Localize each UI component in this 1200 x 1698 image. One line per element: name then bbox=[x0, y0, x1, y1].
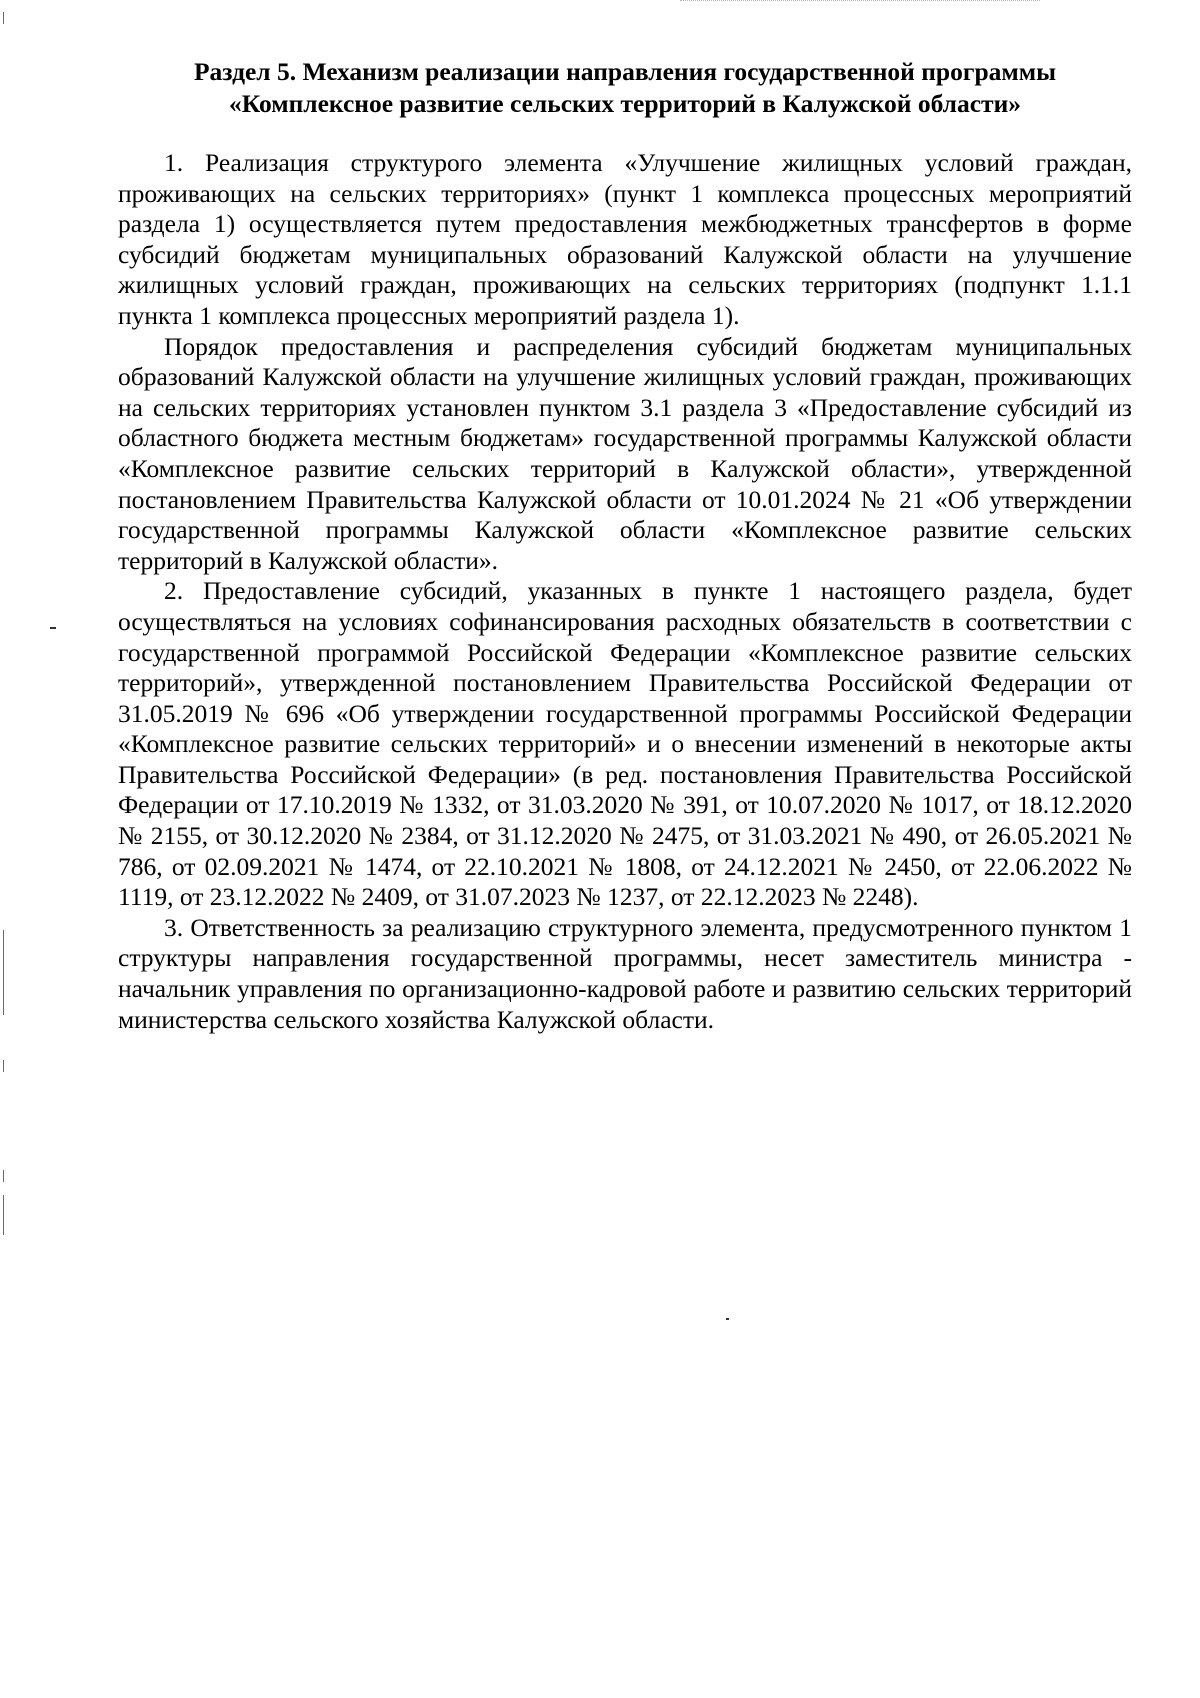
section-title-line-2: «Комплексное развитие сельских территорий в Калужской области» bbox=[228, 89, 1022, 118]
section-title-line-1: Раздел 5. Механизм реализации направления государственной программы bbox=[193, 57, 1057, 86]
scan-artifact-dot bbox=[50, 627, 56, 629]
scan-artifact-edge bbox=[3, 12, 4, 24]
scan-artifact-top bbox=[680, 0, 1040, 2]
scan-artifact-edge bbox=[3, 1060, 4, 1072]
paragraph-1: 1. Реализация структурого элемента «Улучшение жилищных условий граждан, проживающих на сельских территориях» (пункт 1 комплекса процессных мероприятий раздела 1) осуществляется путем предоставления межбюджетных трансфертов в форме субсидий бюджетам муниципальных образований Калужской области на улучшение жилищных условий граждан, проживающих на сельских территориях (подпункт 1.1.1 пункта 1 комплекса процессных мероприятий раздела 1). bbox=[118, 148, 1132, 330]
scan-artifact-dot bbox=[726, 1318, 729, 1320]
section-title bbox=[118, 56, 1132, 120]
scan-artifact-edge bbox=[3, 1195, 4, 1235]
paragraph-4: 3. Ответственность за реализацию структурного элемента, предусмотренного пунктом 1 структуры направления государственной программы, несет заместитель министра - начальник управления по организационно-кадровой работе и развитию сельских территорий министерства сельского хозяйства Калужской области. bbox=[118, 912, 1132, 1034]
scan-artifact-edge bbox=[3, 1170, 4, 1182]
section-body bbox=[118, 148, 1132, 1035]
paragraph-2: Порядок предоставления и распределения субсидий бюджетам муниципальных образований Калужской области на улучшение жилищных условий граждан, проживающих на сельских территориях установлен пунктом 3.1 раздела 3 «Предоставление субсидий из областного бюджета местным бюджетам» государственной программы Калужской области «Комплексное развитие сельских территорий в Калужской области», утвержденной постановлением Правительства Калужской области от 10.01.2024 № 21 «Об утверждении государственной программы Калужской области «Комплексное развитие сельских территорий в Калужской области». bbox=[118, 331, 1132, 575]
scan-artifact-edge bbox=[3, 930, 4, 1015]
paragraph-3: 2. Предоставление субсидий, указанных в пункте 1 настоящего раздела, будет осуществляться на условиях софинансирования расходных обязательств в соответствии с государственной программой Российской Федерации «Комплексное развитие сельских территорий», утвержденной постановлением Правительства Российской Федерации от 31.05.2019 № 696 «Об утверждении государственной программы Российской Федерации «Комплексное развитие сельских территорий» и о внесении изменений в некоторые акты Правительства Российской Федерации» (в ред. постановления Правительства Российской Федерации от 17.10.2019 № 1332, от 31.03.2020 № 391, от 10.07.2020 № 1017, от 18.12.2020 № 2155, от 30.12.2020 № 2384, от 31.12.2020 № 2475, от 31.03.2021 № 490, от 26.05.2021 № 786, от 02.09.2021 № 1474, от 22.10.2021 № 1808, от 24.12.2021 № 2450, от 22.06.2022 № 1119, от 23.12.2022 № 2409, от 31.07.2023 № 1237, от 22.12.2023 № 2248). bbox=[118, 576, 1132, 912]
